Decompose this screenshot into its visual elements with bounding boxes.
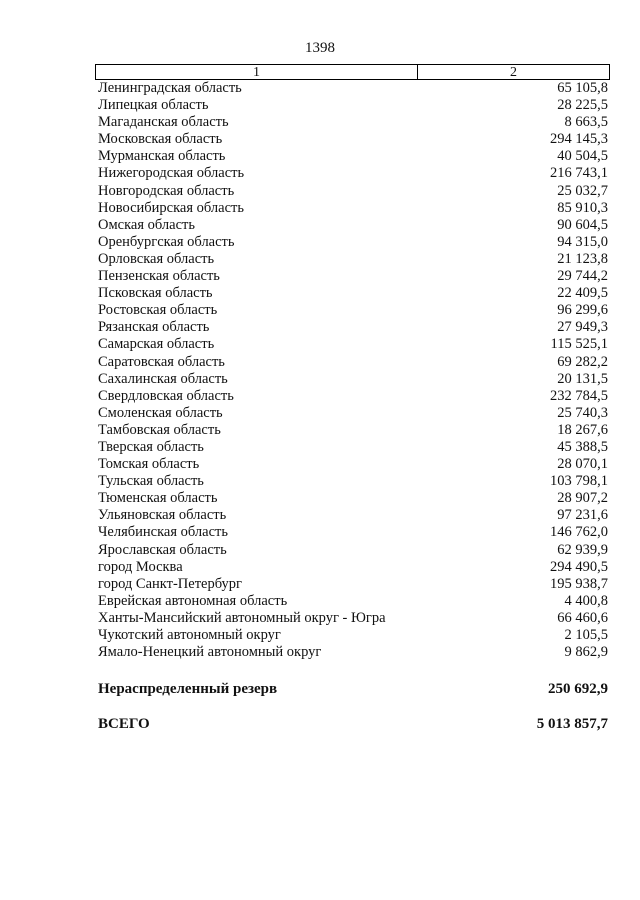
region-name: Сахалинская область	[98, 370, 228, 387]
region-value: 85 910,3	[557, 199, 608, 216]
table-row	[95, 285, 610, 302]
region-value: 69 282,2	[557, 353, 608, 370]
table-row	[95, 183, 610, 200]
table-row	[95, 371, 610, 388]
region-name: Ульяновская область	[98, 507, 227, 524]
region-name: Липецкая область	[98, 97, 209, 114]
table-row	[95, 336, 610, 353]
region-value: 294 490,5	[550, 558, 608, 575]
table-header	[95, 64, 610, 80]
region-value: 18 267,6	[557, 421, 608, 438]
region-name: Еврейская автономная область	[98, 592, 288, 609]
region-value: 20 131,5	[557, 370, 608, 387]
table-row	[95, 524, 610, 541]
table-row	[95, 542, 610, 559]
region-value: 45 388,5	[557, 438, 608, 455]
region-name: Тюменская область	[98, 490, 218, 507]
region-value: 65 105,8	[557, 80, 608, 96]
total-label: ВСЕГО	[98, 716, 150, 732]
region-name: Ханты-Мансийский автономный округ - Югра	[98, 609, 386, 626]
column-header-1: 1	[96, 65, 418, 79]
region-name: Омская область	[98, 216, 195, 233]
table-body	[95, 80, 610, 661]
region-name: Рязанская область	[98, 319, 210, 336]
table-row	[95, 80, 610, 97]
region-value: 29 744,2	[557, 268, 608, 285]
region-value: 27 949,3	[557, 319, 608, 336]
region-name: Пензенская область	[98, 268, 220, 285]
region-value: 21 123,8	[557, 250, 608, 267]
reserve-value: 250 692,9	[548, 681, 608, 697]
region-name: Ярославская область	[98, 541, 227, 558]
region-value: 294 145,3	[550, 131, 608, 148]
region-name: Томская область	[98, 456, 200, 473]
table-row	[95, 644, 610, 661]
region-name: Самарская область	[98, 336, 215, 353]
table-row	[95, 97, 610, 114]
table-row	[95, 268, 610, 285]
region-value: 25 740,3	[557, 404, 608, 421]
region-name: Московская область	[98, 131, 223, 148]
table-row	[95, 302, 610, 319]
region-value: 62 939,9	[557, 541, 608, 558]
table-row	[95, 319, 610, 336]
region-name: Новосибирская область	[98, 199, 244, 216]
region-name: Чукотский автономный округ	[98, 627, 281, 643]
region-name: Ленинградская область	[98, 80, 242, 96]
table-row	[95, 473, 610, 490]
region-value: 9 862,9	[564, 644, 608, 661]
table-row	[95, 405, 610, 422]
region-value: 28 070,1	[557, 456, 608, 473]
region-value: 195 938,7	[550, 575, 608, 592]
region-value: 90 604,5	[557, 216, 608, 233]
region-value: 2 105,5	[564, 627, 608, 643]
table-row	[95, 456, 610, 473]
region-value: 40 504,5	[557, 148, 608, 165]
table-row	[95, 576, 610, 593]
region-value: 25 032,7	[557, 182, 608, 199]
table-row	[95, 559, 610, 576]
region-value: 28 225,5	[557, 97, 608, 114]
region-name: Новгородская область	[98, 182, 235, 199]
region-name: Челябинская область	[98, 524, 228, 541]
table-row	[95, 610, 610, 627]
region-name: Смоленская область	[98, 404, 223, 421]
total-value: 5 013 857,7	[536, 716, 608, 732]
region-name: Свердловская область	[98, 387, 234, 404]
region-value: 4 400,8	[564, 592, 608, 609]
region-name: Мурманская область	[98, 148, 226, 165]
region-name: город Санкт-Петербург	[98, 575, 243, 592]
region-name: Нижегородская область	[98, 165, 245, 182]
region-name: Тамбовская область	[98, 421, 221, 438]
reserve-row	[95, 681, 610, 698]
total-row	[95, 716, 610, 733]
region-value: 96 299,6	[557, 302, 608, 319]
table-row	[95, 165, 610, 182]
region-value: 232 784,5	[550, 387, 608, 404]
table-row	[95, 507, 610, 524]
region-name: Ростовская область	[98, 302, 218, 319]
region-value: 146 762,0	[550, 524, 608, 541]
table-row	[95, 234, 610, 251]
region-value: 66 460,6	[557, 609, 608, 626]
reserve-label: Нераспределенный резерв	[98, 681, 278, 697]
region-value: 216 743,1	[550, 165, 608, 182]
region-value: 97 231,6	[557, 507, 608, 524]
allocation-table	[95, 64, 610, 661]
table-row	[95, 251, 610, 268]
region-name: Орловская область	[98, 250, 215, 267]
table-row	[95, 490, 610, 507]
table-row	[95, 439, 610, 456]
region-name: Магаданская область	[98, 114, 229, 131]
table-row	[95, 388, 610, 405]
table-row	[95, 354, 610, 371]
table-row	[95, 131, 610, 148]
table-row	[95, 593, 610, 610]
table-row	[95, 200, 610, 217]
table-row	[95, 148, 610, 165]
table-row	[95, 114, 610, 131]
page-number: 1398	[305, 40, 335, 56]
region-value: 103 798,1	[550, 473, 608, 490]
region-value: 115 525,1	[550, 336, 608, 353]
region-name: Ямало-Ненецкий автономный округ	[98, 644, 322, 661]
region-name: Псковская область	[98, 285, 213, 302]
region-name: город Москва	[98, 558, 183, 575]
region-value: 94 315,0	[557, 233, 608, 250]
region-name: Оренбургская область	[98, 233, 235, 250]
table-row	[95, 627, 610, 644]
table-row	[95, 422, 610, 439]
region-name: Тверская область	[98, 438, 204, 455]
table-row	[95, 217, 610, 234]
region-value: 28 907,2	[557, 490, 608, 507]
column-header-2: 2	[510, 65, 517, 80]
region-name: Саратовская область	[98, 353, 225, 370]
region-value: 22 409,5	[557, 285, 608, 302]
region-value: 8 663,5	[564, 114, 608, 131]
region-name: Тульская область	[98, 473, 204, 490]
